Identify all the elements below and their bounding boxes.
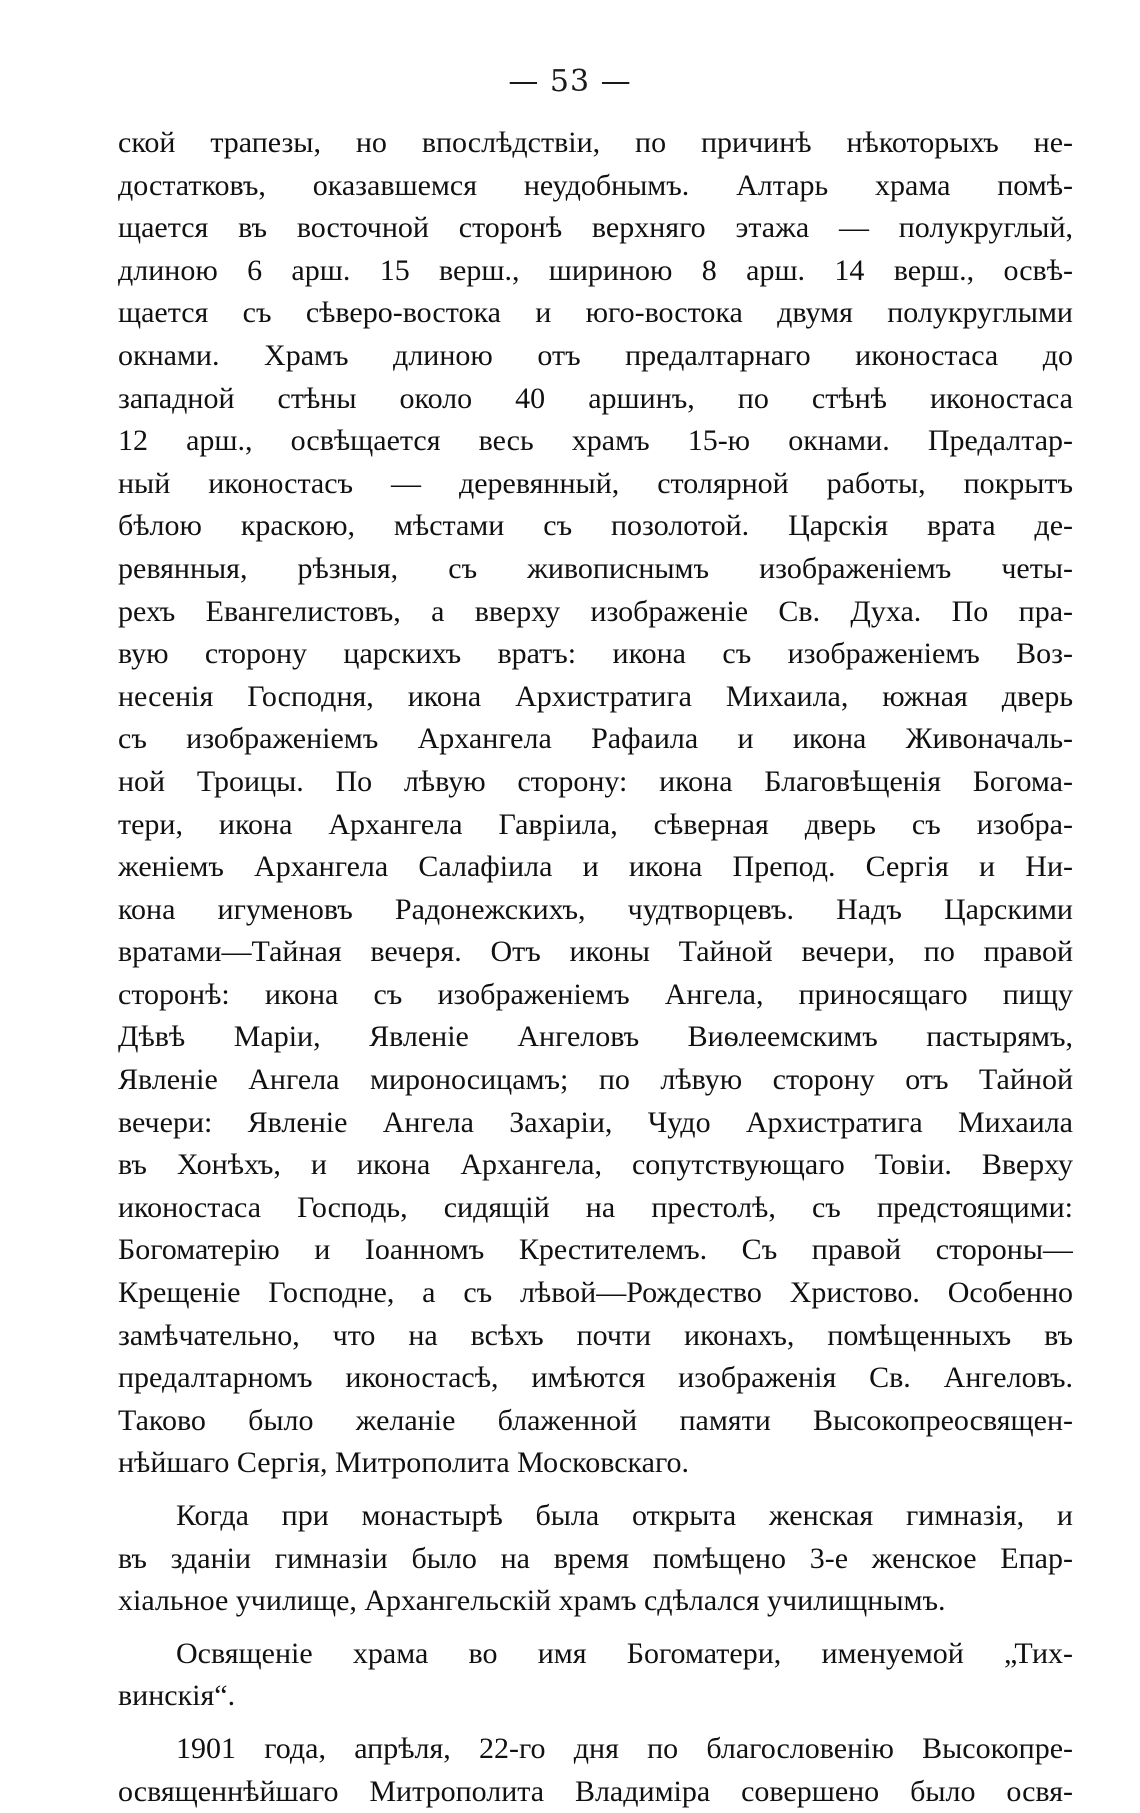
text-line: предалтарномъ иконостасѣ, имѣются изображенія Св. Ангеловъ. (118, 1361, 1073, 1395)
text-line: нѣйшаго Сергія, Митрополита Московскаго. (118, 1446, 690, 1480)
paragraph-4 (118, 1728, 1073, 1813)
text-line: окнами. Храмъ длиною отъ предалтарнаго иконостаса до (118, 338, 1073, 372)
page-body-text (118, 122, 1073, 1813)
text-line: съ изображеніемъ Архангела Рафаила и икона Живоначаль- (118, 722, 1073, 756)
page-number: — 53 — (508, 64, 632, 99)
text-line: западной стѣны около 40 аршинъ, по стѣнѣ иконостаса (118, 381, 1073, 415)
text-line: иконостаса Господь, сидящій на престолѣ, съ предстоящими: (118, 1190, 1073, 1224)
text-line: ской трапезы, но впослѣдствіи, по причинѣ нѣкоторыхъ не- (118, 126, 1073, 159)
paragraph-gap (118, 1718, 1073, 1728)
paragraph-3 (118, 1633, 1073, 1718)
text-line: Освященіе храма во имя Богоматери, именуемой „Тих- (176, 1636, 1073, 1670)
text-line: женіемъ Архангела Салафіила и икона Препод. Сергія и Ни- (118, 850, 1073, 884)
text-line: 1901 года, апрѣля, 22-го дня по благословенію Высокопре- (176, 1731, 1073, 1765)
text-line: Когда при монастырѣ была открыта женская гимназія, и (176, 1499, 1073, 1532)
text-line: освященнѣйшаго Митрополита Владиміра совершено было освя- (118, 1774, 1073, 1808)
text-line: сторонѣ: икона съ изображеніемъ Ангела, приносящаго пищу (118, 977, 1073, 1011)
text-line: замѣчательно, что на всѣхъ почти иконахъ, помѣщенныхъ въ (118, 1318, 1073, 1352)
text-line: въ зданіи гимназіи было на время помѣщено 3-е женское Епар- (118, 1541, 1073, 1575)
text-line: кона игуменовъ Радонежскихъ, чудтворцевъ. Надъ Царскими (118, 892, 1073, 926)
text-line: Таково было желаніе блаженной памяти Высокопреосвящен- (118, 1403, 1073, 1437)
text-line: длиною 6 арш. 15 верш., шириною 8 арш. 14 верш., освѣ- (118, 253, 1073, 287)
text-line: тери, икона Архангела Гавріила, сѣверная дверь съ изобра- (118, 807, 1073, 841)
text-line: щается въ восточной сторонѣ верхняго этажа — полукруглый, (118, 211, 1073, 245)
text-line: щается съ сѣверо-востока и юго-востока двумя полукруглыми (118, 296, 1073, 330)
text-line: винскія“. (118, 1679, 236, 1713)
text-line: достатковъ, оказавшемся неудобнымъ. Алтарь храма помѣ- (118, 168, 1073, 202)
text-line: ной Троицы. По лѣвую сторону: икона Благовѣщенія Богома- (118, 764, 1073, 798)
text-line: вую сторону царскихъ вратъ: икона съ изображеніемъ Воз- (118, 637, 1073, 671)
paragraph-1 (118, 122, 1073, 1485)
text-line: несенія Господня, икона Архистратига Михаила, южная дверь (118, 679, 1073, 713)
text-line: вратами—Тайная вечеря. Отъ иконы Тайной вечери, по правой (118, 935, 1073, 969)
paragraph-gap (118, 1623, 1073, 1633)
text-line: ревянныя, рѣзныя, съ живописнымъ изображеніемъ четы- (118, 551, 1073, 585)
text-line: 12 арш., освѣщается весь храмъ 15-ю окнами. Предалтар- (118, 424, 1073, 458)
text-line: бѣлою краскою, мѣстами съ позолотой. Царскія врата де- (118, 509, 1073, 543)
text-line: вечери: Явленіе Ангела Захаріи, Чудо Архистратига Михаила (118, 1105, 1073, 1139)
text-line: Явленіе Ангела мироносицамъ; по лѣвую сторону отъ Тайной (118, 1063, 1073, 1097)
paragraph-2 (118, 1495, 1073, 1623)
text-line: хіальное училище, Архангельскій храмъ сдѣлался училищнымъ. (118, 1584, 946, 1618)
text-line: въ Хонѣхъ, и икона Архангела, сопутствующаго Товіи. Вверху (118, 1148, 1073, 1182)
text-line: рехъ Евангелистовъ, а вверху изображеніе Св. Духа. По пра- (118, 594, 1073, 628)
text-line: Дѣвѣ Маріи, Явленіе Ангеловъ Виѳлеемскимъ пастырямъ, (118, 1020, 1073, 1054)
text-line: Богоматерію и Іоанномъ Крестителемъ. Съ правой стороны— (118, 1233, 1073, 1267)
text-line: ный иконостасъ — деревянный, столярной работы, покрытъ (118, 466, 1073, 500)
paragraph-gap (118, 1485, 1073, 1495)
text-line: Крещеніе Господне, а съ лѣвой—Рождество Христово. Особенно (118, 1276, 1073, 1310)
